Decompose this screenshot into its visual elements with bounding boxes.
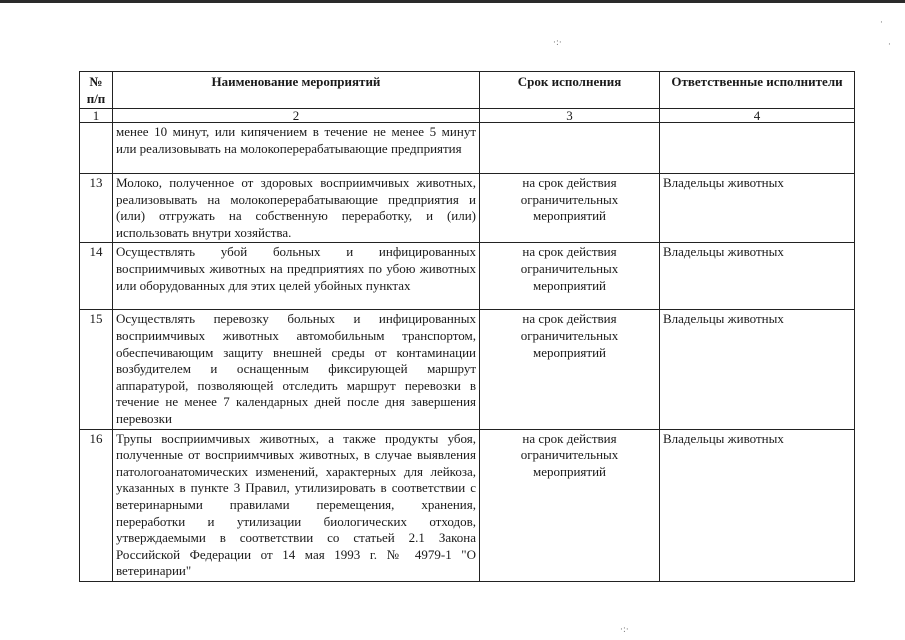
table-row: [80, 243, 855, 310]
term-text: на срок действия ограничительных мероприятий: [480, 310, 660, 429]
table-row: [80, 174, 855, 243]
header-term: Срок исполнения: [480, 72, 660, 109]
measure-text: Осуществлять убой больных и инфицированных восприимчивых животных на предприятиях по убою животных или оборудованных для этих целей убойных пунктах: [113, 243, 480, 310]
row-number: 14: [80, 243, 113, 310]
row-number: 15: [80, 310, 113, 429]
scan-noise-mark: ·: [880, 18, 883, 28]
scan-noise-mark: ·: [888, 40, 891, 50]
header-num: № п/п: [80, 72, 113, 109]
term-text: на срок действия ограничительных мероприятий: [480, 243, 660, 310]
scan-noise-mark: ·:·: [553, 38, 562, 48]
table-row: [80, 310, 855, 429]
responsible-text: Владельцы животных: [660, 310, 855, 429]
header-responsible: Ответственные исполнители: [660, 72, 855, 109]
term-text: на срок действия ограничительных мероприятий: [480, 174, 660, 243]
responsible-text: Владельцы животных: [660, 174, 855, 243]
responsible-text: Владельцы животных: [660, 429, 855, 581]
scan-noise-mark: ·:·: [620, 625, 629, 635]
row-number: 16: [80, 429, 113, 581]
column-index: 1: [80, 109, 113, 123]
header-name: Наименование мероприятий: [113, 72, 480, 109]
responsible-text: [660, 123, 855, 174]
scan-border-line: [0, 0, 905, 3]
column-index: 2: [113, 109, 480, 123]
table-row: [80, 429, 855, 581]
term-text: [480, 123, 660, 174]
table-row: [80, 123, 855, 174]
term-text: на срок действия ограничительных мероприятий: [480, 429, 660, 581]
column-index: 4: [660, 109, 855, 123]
row-number: [80, 123, 113, 174]
column-index-row: [80, 109, 855, 123]
column-index: 3: [480, 109, 660, 123]
row-number: 13: [80, 174, 113, 243]
responsible-text: Владельцы животных: [660, 243, 855, 310]
measures-table: [79, 71, 855, 582]
measure-text: Осуществлять перевозку больных и инфицированных восприимчивых животных автомобильным транспортом, обеспечивающим защиту внешней среды от контаминации возбудителем и оснащенным фиксирующей маршрут аппаратурой, позволяющей отследить маршрут перевозки в течение не менее 7 календарных дней после дня завершения перевозки: [113, 310, 480, 429]
measure-text: менее 10 минут, или кипячением в течение не менее 5 минут или реализовывать на молокоперерабатывающие предприятия: [113, 123, 480, 174]
measure-text: Молоко, полученное от здоровых восприимчивых животных, реализовывать на молокоперерабатывающие предприятия и (или) отгружать на собственную переработку, и (или) использовать внутри хозяйства.: [113, 174, 480, 243]
table-header-row: [80, 72, 855, 109]
measure-text: Трупы восприимчивых животных, а также продукты убоя, полученные от восприимчивых животных, в случае выявления патологоанатомических изменений, характерных для лейкоза, указанных в пункте 3 Правил, утилизировать в соответствии с ветеринарными правилами перемещения, хранения, переработки и утилизации биологических отходов, утверждаемыми в соответствии со статьей 2.1 Закона Российской Федерации от 14 мая 1993 г. № 4979-1 "О ветеринарии": [113, 429, 480, 581]
